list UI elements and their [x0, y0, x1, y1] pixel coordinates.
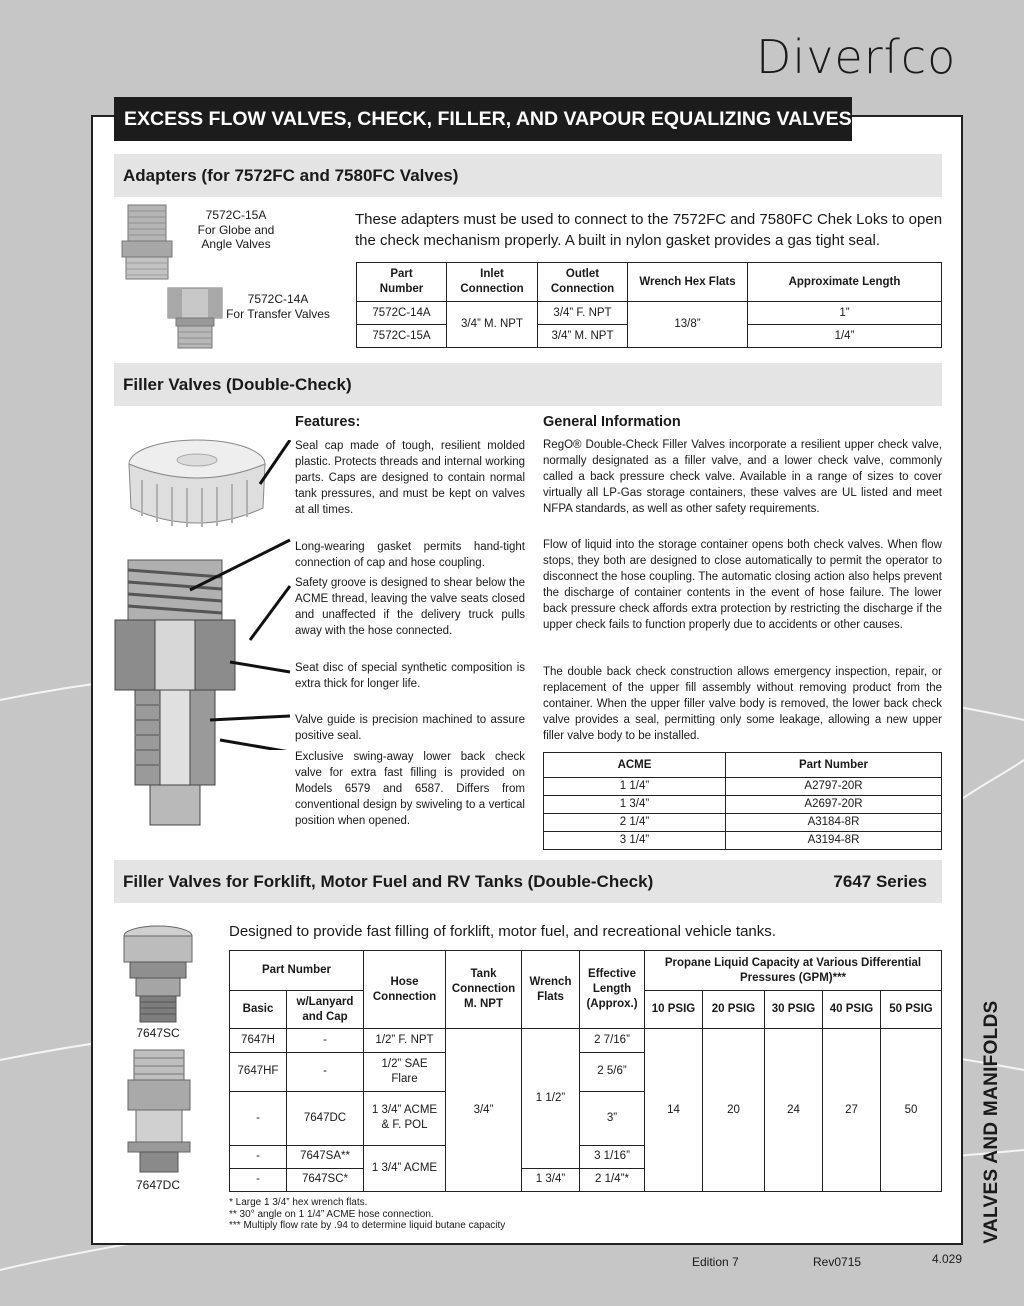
forklift-table — [229, 950, 942, 1192]
callout-lines — [150, 440, 300, 750]
adapter-14a-image — [164, 286, 226, 350]
table-row: 1 1/4” A2797-20R — [544, 778, 942, 796]
feature-safety-groove: Safety groove is designed to shear below the ACME thread, leaving the valve seats closed and unaffected if the delivery truck pulls away with the hose connected. — [295, 577, 525, 637]
forklift-intro: Designed to provide fast filling of forklift, motor fuel, and recreational vehicle tanks. — [229, 923, 776, 940]
header-length: Approximate Length — [748, 263, 942, 302]
general-paragraph-3: The double back check construction allows emergency inspection, repair, or replacement of the upper fill assembly without removing product from the container. When the upper filler valve body is removed, the lower back check valve provides a seal, permitting only some leakage, allowing a new upper filler valve body to be installed. — [543, 666, 942, 742]
header-lanyard: w/Lanyard and Cap — [287, 991, 364, 1029]
table-row: 1 3/4” A2697-20R — [544, 796, 942, 814]
table-row: 7572C-15A 3/4” M. NPT 1/4” — [357, 325, 942, 348]
main-title: EXCESS FLOW VALVES, CHECK, FILLER, AND VAPOUR EQUALIZING VALVES — [114, 97, 852, 141]
header-hose-connection: Hose Connection — [364, 951, 446, 1029]
caption-7647sc: 7647SC — [136, 1026, 180, 1040]
valve-7647sc-image — [116, 922, 200, 1024]
feature-seal-cap: Seal cap made of tough, resilient molded plastic. Protects threads and internal working parts. Caps are designed to contain normal tank pressures, and must be kept on valves at all times. — [295, 440, 525, 516]
header-psig-50: 50 PSIG — [881, 991, 942, 1029]
header-tank-connection: Tank Connection M. NPT — [446, 951, 522, 1029]
forklift-heading: Filler Valves for Forklift, Motor Fuel and RV Tanks (Double-Check) 7647 Series — [114, 860, 942, 903]
header-part-number: Part Number — [230, 951, 364, 991]
header-outlet: Outlet Connection — [538, 263, 628, 302]
side-label: VALVES AND MANIFOLDS — [981, 1000, 1002, 1244]
header-psig-30: 30 PSIG — [765, 991, 823, 1029]
filler-heading: Filler Valves (Double-Check) — [114, 363, 942, 406]
caption-7572c-14a: 7572C-14A For Transfer Valves — [226, 292, 330, 321]
general-paragraph-1: RegO® Double-Check Filler Valves incorporate a resilient upper check valve, normally designated as a filler valve, and a lower check valve, commonly called a back pressure check valve. Available in a range of sizes to cover virtually all LP-Gas storage containers, these valves are UL listed and meet NFPA standards, as well as other safety requirements. — [543, 439, 942, 515]
header-capacity: Propane Liquid Capacity at Various Differential Pressures (GPM)*** — [645, 951, 942, 991]
header-psig-20: 20 PSIG — [703, 991, 765, 1029]
adapters-table — [356, 262, 942, 348]
table-row: 7647HF - 1/2” SAE Flare 2 5/6” — [230, 1053, 942, 1091]
brand-logo: Diverſco — [756, 30, 957, 84]
table-row: - 7647SC* 1 3/4” 2 1/4”* — [230, 1168, 942, 1191]
header-basic: Basic — [230, 991, 287, 1029]
footer-page-number: 4.029 — [932, 1252, 963, 1266]
table-row: - 7647DC 1 3/4” ACME & F. POL 3” — [230, 1091, 942, 1145]
feature-valve-guide: Valve guide is precision machined to assure positive seal. — [295, 714, 525, 742]
feature-gasket: Long-wearing gasket permits hand-tight connection of cap and hose coupling. — [295, 541, 525, 569]
acme-table — [543, 752, 942, 849]
table-row: 2 1/4” A3184-8R — [544, 814, 942, 832]
series-label: 7647 Series — [833, 871, 927, 891]
general-info-heading: General Information — [543, 414, 681, 430]
header-psig-40: 40 PSIG — [823, 991, 881, 1029]
feature-seat-disc: Seat disc of special synthetic composition is extra thick for longer life. — [295, 662, 525, 690]
general-paragraph-2: Flow of liquid into the storage container opens both check valves. When flow stops, they both are designed to close automatically to permit the operator to disconnect the hose coupling. The automatic closing action also helps prevent the discharge of container contents in the event of hose failure. The lower back pressure check affords extra protection by restricting the discharge if the upper check fails to function properly due to accidents or other causes. — [543, 539, 942, 631]
caption-7572c-15a: 7572C-15A For Globe and Angle Valves — [197, 208, 275, 251]
feature-swing-away: Exclusive swing-away lower back check valve for extra fast filling is provided on Models 6579 and 6587. Differs from conventional design by swiveling to a vertical position when opened. — [295, 751, 525, 827]
table-row: - 7647SA** 1 3/4” ACME 3 1/16” — [230, 1145, 942, 1168]
header-part-number: Part Number — [726, 753, 942, 778]
table-row: 7572C-14A 3/4” M. NPT 3/4” F. NPT 13/8” 1” — [357, 302, 942, 325]
header-wrench-hex: Wrench Hex Flats — [628, 263, 748, 302]
table-row: 7647H - 1/2” F. NPT 3/4” 1 1/2” 2 7/16” 14 20 24 27 50 — [230, 1029, 942, 1053]
footer-rev: Rev0715 — [813, 1255, 862, 1269]
table-row: 3 1/4” A3194-8R — [544, 832, 942, 850]
header-part-number: Part Number — [357, 263, 447, 302]
header-psig-10: 10 PSIG — [645, 991, 703, 1029]
adapters-heading: Adapters (for 7572FC and 7580FC Valves) — [114, 154, 942, 197]
header-inlet: Inlet Connection — [447, 263, 538, 302]
header-acme: ACME — [544, 753, 726, 778]
adapters-intro: These adapters must be used to connect to the 7572FC and 7580FC Chek Loks to open the check mechanism properly. A built in nylon gasket provides a gas tight seal. — [355, 211, 943, 249]
header-wrench-flats: Wrench Flats — [522, 951, 580, 1029]
header-effective-length: Effective Length (Approx.) — [580, 951, 645, 1029]
footer-edition: Edition 7 — [692, 1255, 739, 1269]
features-heading: Features: — [295, 414, 361, 430]
caption-7647dc: 7647DC — [135, 1178, 181, 1192]
adapter-15a-image — [114, 203, 180, 281]
valve-7647dc-image — [122, 1048, 196, 1174]
footnotes: * Large 1 3/4” hex wrench flats. ** 30° angle on 1 1/4” ACME hose connection. *** Multiply flow rate by .94 to determine liquid butane capacity — [229, 1197, 506, 1231]
